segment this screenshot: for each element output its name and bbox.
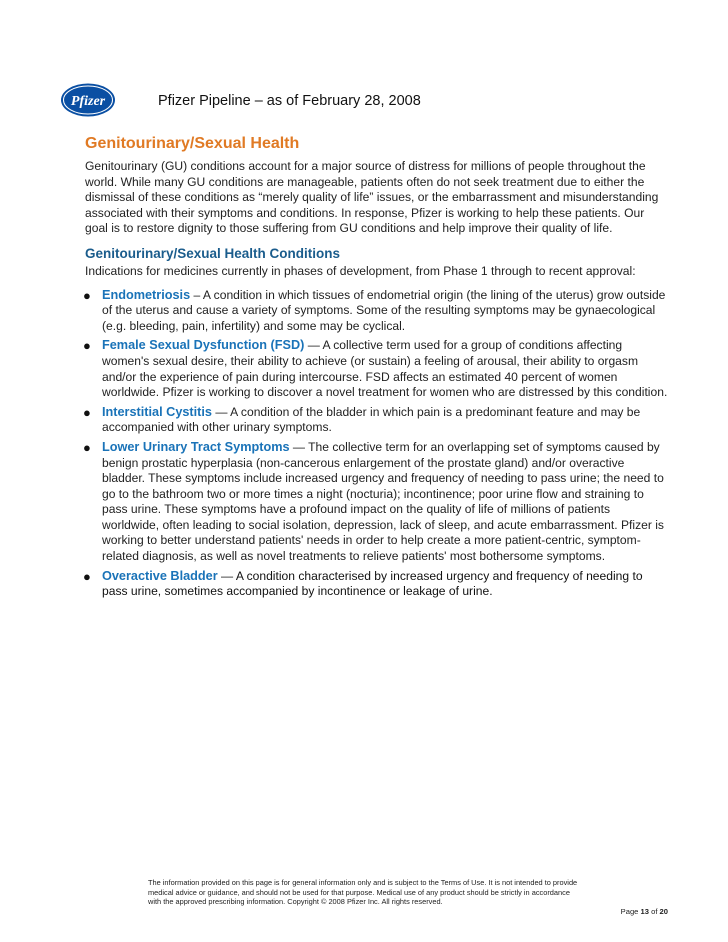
conditions-intro: Indications for medicines currently in phases of development, from Phase 1 through to recent approval: — [85, 263, 636, 278]
condition-separator: – — [190, 287, 203, 302]
condition-item-endometriosis — [85, 288, 670, 335]
condition-item-interstitial-cystitis — [85, 405, 670, 436]
section-title: Genitourinary/Sexual Health — [85, 135, 300, 152]
condition-separator: — — [289, 439, 309, 454]
condition-separator: — — [217, 568, 236, 583]
condition-description: The collective term for an overlapping set of symptoms caused by benign prostatic hyperplasia (non-cancerous enlargement of the prostate gland) and/or overactive bladder. These symptoms include increased urgency and frequency of needing to pass urine; the need to go to the bathroom two or more times a night (nocturia); incontinence; poor urine flow and straining to pass urine. These symptoms have a profound impact on the quality of life of millions of patients worldwide, often leading to social isolation, depression, lack of sleep, and acute embarrassment. Pfizer is working to better understand patients' needs in order to help create a more patient-centric, symptom-related diagnosis, as well as novel treatments to relieve patients' most bothersome symptoms. — [102, 439, 664, 564]
bullet-icon: ● — [83, 404, 91, 420]
condition-term: Lower Urinary Tract Symptoms — [102, 439, 290, 454]
bullet-icon: ● — [83, 568, 91, 584]
condition-description: A condition of the bladder in which pain is a predominant feature and may be accompanied with other urinary symptoms. — [102, 404, 641, 435]
bullet-icon: ● — [83, 338, 91, 354]
condition-description: A condition in which tissues of endometrial origin (the lining of the uterus) grow outside of the uterus and cause a variety of symptoms. Some of the resulting symptoms may be gynaecological (e.g. bleeding, pain, infertility) and some may be cyclical. — [102, 287, 666, 333]
condition-term: Overactive Bladder — [102, 568, 218, 583]
page-prefix: Page — [620, 907, 641, 916]
bullet-icon: ● — [83, 439, 91, 455]
main-content — [85, 133, 670, 604]
condition-term: Endometriosis — [102, 287, 191, 302]
page-current: 13 — [640, 907, 649, 916]
logo-wordmark: Pfizer — [70, 94, 106, 109]
condition-term: Interstitial Cystitis — [102, 404, 212, 419]
header-title: Pfizer Pipeline – as of February 28, 2008 — [158, 93, 421, 109]
section-intro: Genitourinary (GU) conditions account for a major source of distress for millions of people throughout the world. While many GU conditions are manageable, patients often do not seek treatment due to either the dismissal of these conditions as “merely quality of life” issues, or the embarrassment and misunderstanding associated with their symptoms and conditions. In response, Pfizer is working to help these patients. Our goal is to restore dignity to those suffering from GU conditions and help improve their quality of life. — [85, 159, 659, 236]
pfizer-logo — [60, 82, 116, 118]
condition-description: A condition characterised by increased urgency and frequency of needing to pass urine, sometimes accompanied by incontinence or leakage of urine. — [102, 568, 643, 599]
condition-term: Female Sexual Dysfunction (FSD) — [102, 338, 305, 353]
condition-separator: — — [212, 404, 231, 419]
footer-disclaimer: The information provided on this page is for general information only and is subject to the Terms of Use. It is not intended to provide medical advice or guidance, and should not be used for that purpose. Medical use of any product should be strictly in accordance with the approved prescribing information. Copyright © 2008 Pfizer Inc. All rights reserved. — [148, 878, 578, 907]
conditions-list — [85, 288, 670, 600]
condition-description: A collective term used for a group of conditions affecting women's sexual desire, their ability to achieve (or sustain) a feeling of arousal, their ability to orgasm and/or the experience of pain during intercourse. FSD affects an estimated 40 percent of women worldwide. Pfizer is working to discover a novel treatment for women who are distressed by this condition. — [102, 338, 668, 400]
conditions-title: Genitourinary/Sexual Health Conditions — [85, 245, 341, 261]
page-number — [621, 907, 668, 916]
condition-item-luts — [85, 440, 670, 565]
condition-separator: — — [304, 338, 323, 353]
condition-item-overactive-bladder — [85, 569, 670, 600]
bullet-icon: ● — [83, 287, 91, 303]
page-of: of — [648, 907, 660, 916]
page-total: 20 — [659, 907, 668, 916]
condition-item-fsd — [85, 338, 670, 400]
